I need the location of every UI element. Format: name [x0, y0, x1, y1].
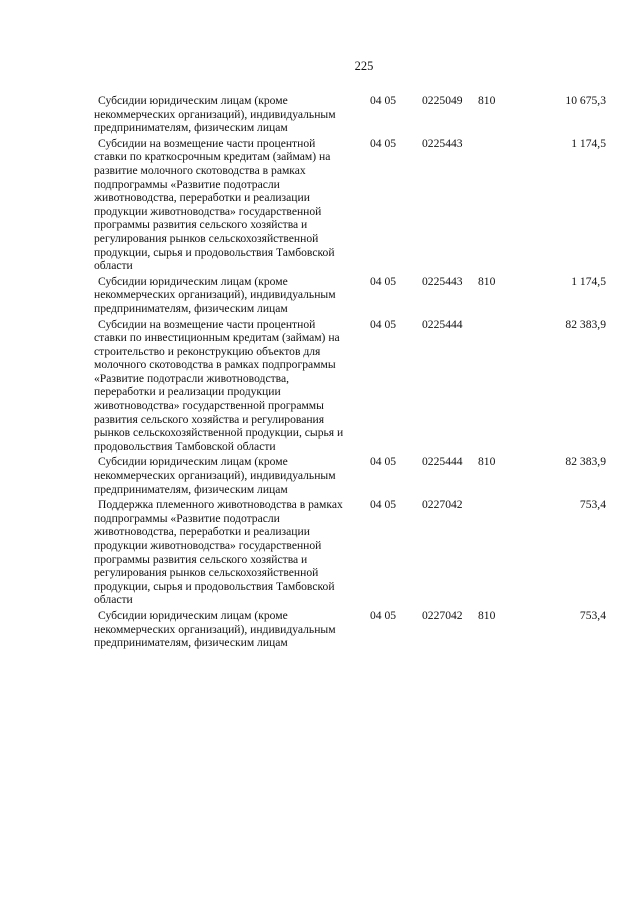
row-target-article: 0225049: [422, 94, 463, 107]
table-row: [94, 455, 606, 496]
row-section-code: 04 05: [370, 608, 397, 622]
row-name: Субсидии на возмещение части процентной ставки по инвестиционным кредитам (займам) на строительство и реконструкцию объектов для молочного скотоводства в рамках подпрограммы «Развитие подотрасли животноводства, переработки и реализации продукции животноводства» государственной программы развития сельского хозяйства и регулирования рынков сельскохозяйственной продукции, сырья и продовольствия Тамбовской области: [94, 317, 344, 453]
row-expense-type: 810: [478, 455, 496, 469]
row-target-article: 0225443: [422, 274, 463, 288]
row-section-code: 04 05: [370, 136, 397, 150]
row-target-article: 0225444: [422, 317, 463, 331]
row-amount: 1 174,5: [571, 274, 606, 288]
row-name: Поддержка племенного животноводства в рамках подпрограммы «Развитие подотрасли животноводства, переработки и реализации продукции животноводства» государственной программы развития сельского хозяйства и регулирования рынков сельскохозяйственной продукции, сырья и продовольствия Тамбовской области: [94, 498, 343, 607]
row-amount: 753,4: [579, 608, 606, 622]
page-number: 225: [354, 59, 374, 73]
row-section-code: 04 05: [370, 274, 397, 288]
row-target-article: 0227042: [422, 498, 463, 512]
row-target-article: 0227042: [422, 608, 463, 622]
row-expense-type: 810: [478, 274, 496, 288]
row-name: Субсидии юридическим лицам (кроме некоммерческих организаций), индивидуальным предпринимателям, физическим лицам: [94, 94, 336, 135]
row-section-code: 04 05: [370, 498, 397, 512]
table-row: [94, 137, 606, 273]
row-section-code: 04 05: [370, 317, 397, 331]
row-amount: 1 174,5: [571, 136, 606, 150]
table-row: [94, 94, 606, 135]
table-row: [94, 609, 606, 650]
row-name: Субсидии юридическим лицам (кроме некоммерческих организаций), индивидуальным предпринимателям, физическим лицам: [94, 274, 336, 315]
budget-table: [94, 94, 606, 652]
table-row: [94, 498, 606, 607]
row-name: Субсидии юридическим лицам (кроме некоммерческих организаций), индивидуальным предпринимателям, физическим лицам: [94, 608, 336, 650]
row-target-article: 0225443: [422, 136, 463, 150]
table-row: [94, 275, 606, 316]
row-section-code: 04 05: [370, 455, 397, 469]
row-amount: 82 383,9: [565, 317, 606, 331]
row-name: Субсидии юридическим лицам (кроме некоммерческих организаций), индивидуальным предпринимателям, физическим лицам: [94, 455, 336, 496]
row-target-article: 0225444: [422, 455, 463, 469]
row-name: Субсидии на возмещение части процентной ставки по краткосрочным кредитам (займам) на развитие молочного скотоводства в рамках подпрограммы «Развитие подотрасли животноводства, переработки и реализации продукции животноводства» государственной программы развития сельского хозяйства и регулирования рынков сельскохозяйственной продукции, сырья и продовольствия Тамбовской области: [94, 136, 335, 273]
table-row: [94, 318, 606, 454]
row-expense-type: 810: [478, 608, 496, 622]
row-amount: 753,4: [579, 498, 606, 512]
row-section-code: 04 05: [370, 94, 397, 107]
row-amount: 10 675,3: [565, 94, 606, 107]
row-expense-type: 810: [478, 94, 496, 107]
row-amount: 82 383,9: [565, 455, 606, 469]
